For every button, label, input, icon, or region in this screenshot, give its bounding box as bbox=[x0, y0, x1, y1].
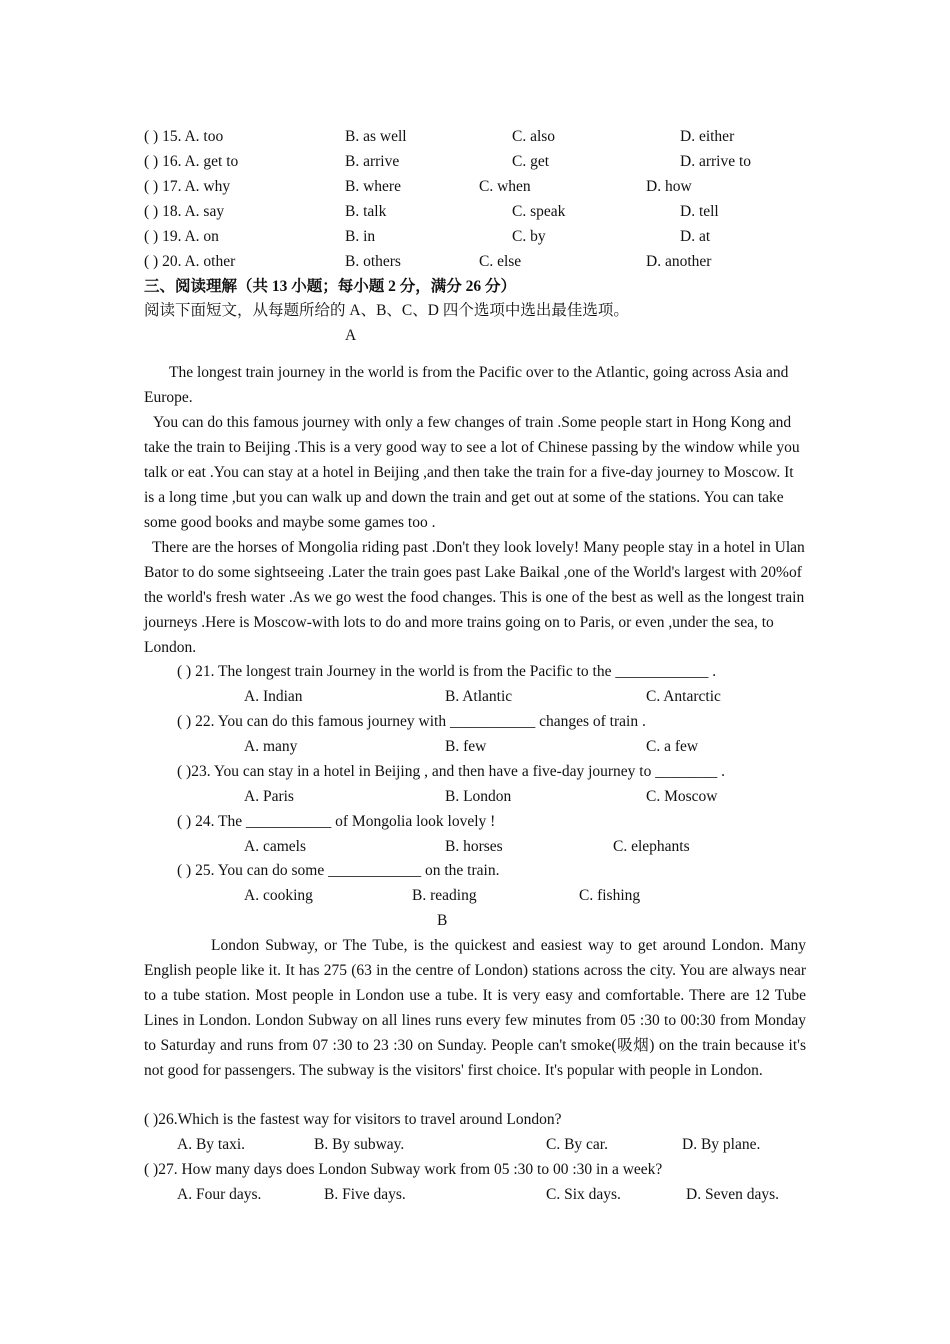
question-number-16: ( ) 16. A. get to bbox=[144, 153, 239, 170]
option-c: C. By car. bbox=[546, 1136, 608, 1153]
option-a: A. Paris bbox=[244, 788, 294, 805]
section-instruction: 阅读下面短文，从每题所给的 A、B、C、D 四个选项中选出最佳选项。 bbox=[144, 302, 629, 319]
option-b: B. Atlantic bbox=[445, 688, 513, 705]
option-d: D. at bbox=[680, 228, 711, 245]
question-23-stem: ( )23. You can stay in a hotel in Beijing , and then have a five-day journey to ________ . bbox=[177, 763, 725, 780]
option-b: B. others bbox=[345, 253, 401, 270]
option-a: A. camels bbox=[244, 838, 306, 855]
question-24-options bbox=[244, 834, 804, 859]
option-d: D. Seven days. bbox=[686, 1186, 779, 1203]
option-c: C. Moscow bbox=[646, 788, 718, 805]
question-number-19: ( ) 19. A. on bbox=[144, 228, 219, 245]
option-a: A. Indian bbox=[244, 688, 303, 705]
option-d: D. By plane. bbox=[682, 1136, 761, 1153]
option-b: B. By subway. bbox=[314, 1136, 405, 1153]
option-d: D. either bbox=[680, 128, 735, 145]
question-22-stem: ( ) 22. You can do this famous journey with ___________ changes of train . bbox=[177, 713, 646, 730]
cloze-row-20 bbox=[144, 249, 806, 274]
passage-a-paragraph-3: There are the horses of Mongolia riding past .Don't they look lovely! Many people stay in a hotel in Ulan Bator to do some sightseeing .Later the train goes past Lake Baikal ,one of the World's largest with 20%of the world's fresh water .As we go west the food changes. This is one of the best as well as the longest train journeys .Here is Moscow-with lots to do and more trains going on to Paris, or even ,under the sea, to London. bbox=[144, 539, 805, 656]
option-b: B. horses bbox=[445, 838, 503, 855]
option-a: A. many bbox=[244, 738, 298, 755]
option-b: B. London bbox=[445, 788, 512, 805]
question-25-options bbox=[244, 883, 804, 908]
question-23-options bbox=[244, 784, 804, 809]
question-24-stem: ( ) 24. The ___________ of Mongolia look lovely ! bbox=[177, 813, 496, 830]
option-b: B. few bbox=[445, 738, 487, 755]
option-b: B. where bbox=[345, 178, 401, 195]
question-number-20: ( ) 20. A. other bbox=[144, 253, 236, 270]
option-b: B. reading bbox=[412, 887, 477, 904]
option-a: A. By taxi. bbox=[177, 1136, 246, 1153]
passage-a-paragraph-1: The longest train journey in the world is from the Pacific over to the Atlantic, going across Asia and Europe. bbox=[144, 364, 789, 406]
option-a: A. cooking bbox=[244, 887, 313, 904]
option-c: C. else bbox=[479, 253, 522, 270]
question-number-18: ( ) 18. A. say bbox=[144, 203, 225, 220]
cloze-row-15 bbox=[144, 124, 806, 149]
question-number-15: ( ) 15. A. too bbox=[144, 128, 224, 145]
question-26-stem: ( )26.Which is the fastest way for visitors to travel around London? bbox=[144, 1111, 562, 1128]
option-c: C. fishing bbox=[579, 887, 641, 904]
option-b: B. arrive bbox=[345, 153, 400, 170]
option-d: D. tell bbox=[680, 203, 719, 220]
passage-a-label: A bbox=[345, 327, 357, 344]
option-d: D. how bbox=[646, 178, 692, 195]
option-c: C. elephants bbox=[613, 838, 690, 855]
option-c: C. Antarctic bbox=[646, 688, 721, 705]
cloze-row-17 bbox=[144, 174, 806, 199]
question-22-options bbox=[244, 734, 804, 759]
question-21-stem: ( ) 21. The longest train Journey in the world is from the Pacific to the ____________ . bbox=[177, 663, 717, 680]
option-b: B. talk bbox=[345, 203, 387, 220]
cloze-row-16 bbox=[144, 149, 806, 174]
question-27-options bbox=[177, 1182, 797, 1207]
option-c: C. Six days. bbox=[546, 1186, 621, 1203]
cloze-row-19 bbox=[144, 224, 806, 249]
option-b: B. Five days. bbox=[324, 1186, 406, 1203]
option-c: C. speak bbox=[512, 203, 566, 220]
option-a: A. Four days. bbox=[177, 1186, 262, 1203]
option-b: B. in bbox=[345, 228, 376, 245]
option-d: D. another bbox=[646, 253, 712, 270]
passage-b-label: B bbox=[437, 912, 448, 929]
option-c: C. a few bbox=[646, 738, 699, 755]
cloze-row-18 bbox=[144, 199, 806, 224]
option-c: C. get bbox=[512, 153, 550, 170]
option-c: C. when bbox=[479, 178, 531, 195]
question-21-options bbox=[244, 684, 804, 709]
option-b: B. as well bbox=[345, 128, 407, 145]
option-c: C. also bbox=[512, 128, 556, 145]
question-26-options bbox=[177, 1132, 797, 1157]
question-27-stem: ( )27. How many days does London Subway work from 05 :30 to 00 :30 in a week? bbox=[144, 1161, 663, 1178]
option-d: D. arrive to bbox=[680, 153, 752, 170]
passage-a-paragraph-2: You can do this famous journey with only a few changes of train .Some people start in Hong Kong and take the train to Beijing .This is a very good way to see a lot of Chinese passing by the window while you talk or eat .You can stay at a hotel in Beijing ,and then take the train for a five-day journey to Moscow. It is a long time ,but you can walk up and down the train and get out at some of the stations. You can take some good books and maybe some games too . bbox=[144, 414, 800, 531]
section-heading: 三、阅读理解（共 13 小题；每小题 2 分，满分 26 分） bbox=[144, 278, 517, 295]
option-c: C. by bbox=[512, 228, 546, 245]
question-25-stem: ( ) 25. You can do some ____________ on the train. bbox=[177, 862, 500, 879]
passage-b-paragraph-1: London Subway, or The Tube, is the quickest and easiest way to get around London. Many English people like it. It has 275 (63 in the centre of London) stations across the city. You are always near to a tube station. Most people in London use a tube. It is very easy and comfortable. There are 12 Tube Lines in London. London Subway on all lines runs every few minutes from 05 :30 to 00:30 from Monday to Saturday and runs from 07 :30 to 23 :30 on Sunday. People can't smoke(吸烟) on the train because it's not good for passengers. The subway is the visitors' first choice. It's popular with people in London. bbox=[144, 937, 806, 1079]
question-number-17: ( ) 17. A. why bbox=[144, 178, 231, 195]
